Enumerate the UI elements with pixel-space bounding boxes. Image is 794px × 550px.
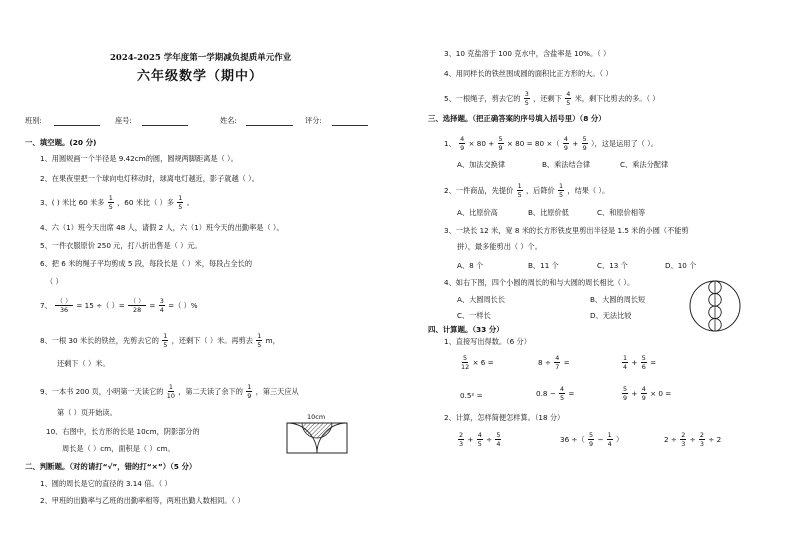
choice-q3-option-a[interactable]: A、8 个 (457, 261, 484, 270)
calc1-d: 0.5² = (460, 391, 483, 400)
choice-q2-option-c[interactable]: C、和原价相等 (597, 208, 646, 217)
calc-part1-title: 1、直接写出得数。（6 分） (444, 337, 531, 346)
calc-part2-title: 2、计算，怎样简便怎样算。（18 分） (444, 413, 565, 422)
info-score-line[interactable] (332, 125, 368, 126)
choice-q2-part3: ，结果（ ）。 (567, 185, 610, 195)
calc2-b-part1: 36 ÷（ (560, 434, 585, 444)
judge-q1: 1、圆的周长是它的直径的 3.14 倍。（ ） (40, 479, 172, 488)
fraction-1-5: $\frac{1}{5}$ (517, 182, 522, 200)
calc1-f (621, 386, 671, 402)
choice-q3-line2: 拼），最多能剪出（ ）个。 (457, 242, 542, 251)
choice-q3: 3、一块长 12 米，宽 8 米的长方形铁皮里剪出半径是 1.5 米的小圆（不能剪 (444, 226, 689, 235)
choice-q2-part2: ，后降价 (525, 185, 555, 195)
fill-q7-eq: = (149, 300, 156, 310)
fraction-4-7: $\frac{4}{7}$ (555, 354, 560, 372)
fill-q2: 2、在果夜里把一个球向电灯移动时，球离电灯越近，影子就越（ ）。 (40, 174, 259, 183)
fill-q7-part4: =（ ）% (168, 300, 198, 310)
calc1-e-part1: 0.8 − (536, 388, 556, 398)
fill-q8-part2: ，还剩下（ ）米。再剪去 (171, 335, 253, 345)
choice-q2 (444, 183, 609, 199)
choice-q2-option-a[interactable]: A、比原价高 (457, 208, 498, 217)
calc2-c-rest: ÷ 2 (708, 434, 722, 444)
page-title: 六年级数学（期中） (137, 69, 264, 84)
calc1-f-plus: + (631, 388, 638, 398)
judge-q2: 2、甲班的出勤率与乙班的出勤率相等，两班出勤人数相同。（ ） (40, 496, 245, 505)
fill-q3-part3: 。 (186, 197, 194, 207)
choice-q1-part3: × 80 = 80 ×（ (506, 138, 560, 148)
fraction-1-5: $\frac{1}{5}$ (108, 194, 113, 212)
fraction-1-4: $\frac{1}{4}$ (623, 354, 628, 372)
info-seat-line[interactable] (142, 125, 188, 126)
calc1-b-eq: = (563, 357, 570, 367)
calc2-b-close: ） (616, 434, 624, 444)
fill-q1: 1、用圆规画一个半径是 9.42cm的圆，圆规两脚距离是（ ）。 (40, 154, 238, 163)
calc2-c (664, 432, 721, 448)
fill-q3 (40, 195, 194, 211)
fill-q3-part1: 3、( ) 米比 60 米多 (40, 197, 105, 207)
fraction-1-5: $\frac{1}{5}$ (559, 182, 564, 200)
info-class-line[interactable] (54, 125, 100, 126)
choice-q1-part4: ），这是运用了（ ）。 (590, 138, 658, 148)
fraction-5-9: $\frac{5}{9}$ (623, 385, 628, 403)
fraction-blank-28: $\frac{( )}{28}$ (129, 297, 145, 315)
fill-q9-line2: 第（ ）页开始读。 (57, 408, 117, 417)
choice-q4: 4、如右下图，四个小圆的周长的和与大圆的周长相比（ ）。 (444, 278, 635, 287)
calc1-c (621, 355, 656, 371)
fill-q9-part1: 9、一本书 200 页，小明第一天读它的 (40, 386, 164, 396)
info-name-line[interactable] (246, 125, 293, 126)
judge-q5-part1: 5、一根绳子，剪去它的 (444, 93, 521, 103)
fill-q4: 4、六（1）班今天出席 48 人，请假 2 人，六（1）班今天的出勤率是（ ）。 (40, 223, 284, 232)
fraction-4-9: $\frac{4}{9}$ (641, 385, 646, 403)
fill-q5: 5、一件衣服原价 250 元，打八折出售是（ ）元。 (40, 241, 202, 250)
choice-q1-option-c[interactable]: C、乘法分配律 (620, 160, 669, 169)
info-score-label: 评分: (305, 116, 322, 125)
fraction-5-4: $\frac{5}{4}$ (496, 431, 501, 449)
choice-q4-option-b[interactable]: B、大圆的周长短 (590, 295, 646, 304)
choice-q3-option-b[interactable]: B、11 个 (528, 261, 559, 270)
fill-q8 (40, 333, 280, 349)
judge-q5-part3: 米，剩下比剪去的多。（ ） (574, 93, 660, 103)
fraction-1-5: $\frac{1}{5}$ (257, 332, 262, 350)
calc1-b (538, 355, 570, 371)
fraction-3-5: $\frac{3}{5}$ (524, 90, 529, 108)
big-circle-four-small-circles-diagram (688, 279, 742, 333)
fraction-5-9: $\frac{5}{9}$ (588, 431, 594, 449)
choice-q3-option-c[interactable]: C、13 个 (597, 261, 628, 270)
section3-title: 三、选择题。（把正确答案的序号填入括号里）（8 分） (428, 114, 606, 123)
fill-q9-part3: ，第三天应从 (255, 386, 299, 396)
fraction-1-9: $\frac{1}{9}$ (247, 383, 252, 401)
fraction-4-9: $\frac{4}{9}$ (563, 135, 568, 153)
fraction-4-9: $\frac{4}{9}$ (460, 135, 465, 153)
rectangle-quarter-circles-diagram (286, 422, 348, 456)
judge-q5 (444, 91, 660, 107)
fraction-1-4: $\frac{1}{4}$ (607, 431, 612, 449)
calc2-a (457, 432, 502, 448)
choice-q2-option-b[interactable]: B、比原价低 (528, 208, 569, 217)
judge-q3: 3、10 克盐溶于 100 克水中，含盐率是 10%。（ ） (444, 49, 611, 58)
judge-q5-part2: ，还剩下 (533, 93, 562, 103)
fraction-4-5: $\frac{4}{5}$ (477, 431, 482, 449)
fraction-4-5: $\frac{4}{5}$ (560, 385, 565, 403)
calc1-b-part1: 8 ÷ (538, 357, 551, 367)
fill-q6-blank: （ ） (46, 277, 63, 286)
fraction-5-9: $\frac{5}{9}$ (582, 135, 587, 153)
choice-q1-label: 1、 (444, 138, 456, 148)
info-name-label: 姓名: (220, 116, 237, 125)
fraction-2-3: $\frac{2}{3}$ (681, 431, 686, 449)
fraction-2-3: $\frac{2}{3}$ (459, 431, 464, 449)
fill-q8-unit: m， (265, 335, 280, 345)
choice-q1-plus: + (572, 138, 579, 148)
fraction-1-10: $\frac{1}{10}$ (166, 383, 175, 401)
fraction-5-9: $\frac{5}{9}$ (498, 135, 503, 153)
info-seat-label: 座号: (115, 116, 132, 125)
fraction-5-6: $\frac{5}{6}$ (641, 354, 646, 372)
calc1-a (460, 355, 494, 371)
choice-q4-option-c[interactable]: C、一样长 (457, 311, 491, 320)
choice-q3-option-d[interactable]: D、10 个 (665, 261, 697, 270)
calc1-f-rest: × 0 = (650, 388, 672, 398)
choice-q4-option-a[interactable]: A、大圆周长长 (457, 295, 506, 304)
fill-q9 (40, 384, 299, 400)
fill-q8-part1: 8、一根 30 米长的铁丝，先剪去它的 (40, 335, 159, 345)
calc1-c-eq: = (650, 357, 657, 367)
fill-q6: 6、把 6 米的绳子平均剪成 5 段，每段长是（ ）米，每段占全长的 (40, 259, 253, 268)
choice-q2-part1: 2、一件商品，先提价 (444, 185, 514, 195)
fraction-4-5: $\frac{4}{5}$ (566, 90, 571, 108)
fraction-3-4: $\frac{3}{4}$ (159, 297, 164, 315)
fill-q10: 10、右图中，长方形的长是 10cm，阴影部分的 (46, 427, 200, 436)
calc2-b (560, 432, 623, 448)
judge-q4: 4、用同样长的铁丝围成圆的面积比正方形的大。（ ） (444, 69, 613, 78)
fill-q7-label: 7、 (40, 300, 52, 310)
fill-q7 (40, 298, 198, 314)
fill-q8-line2: 还剩下（ ）米。 (57, 359, 110, 368)
calc1-c-plus: + (631, 357, 638, 367)
calc2-c-div: ÷ (689, 434, 696, 444)
fraction-5-12: $\frac{5}{12}$ (461, 354, 470, 372)
fill-q7-part2: = 15 ÷（ ）= (76, 300, 125, 310)
term-heading: 2024-2025 学年度第一学期减负提质单元作业 (110, 53, 292, 63)
choice-q1-option-a[interactable]: A、加法交换律 (457, 160, 506, 169)
section2-title: 二、判断题。（对的请打“√”，错的打“×”）（5 分） (25, 462, 197, 471)
fraction-1-5: $\frac{1}{5}$ (163, 332, 168, 350)
choice-q1-part2: × 80 + (468, 138, 495, 148)
choice-q1 (444, 136, 658, 152)
fill-q3-part2: ，60 米比（ ）多 (117, 197, 174, 207)
fill-q10-line2: 周长是（ ）cm，面积是（ ）cm。 (62, 444, 175, 453)
fraction-blank-36: $\frac{( )}{36}$ (56, 297, 72, 315)
calc2-a-plus: + (467, 434, 474, 444)
choice-q1-option-b[interactable]: B、乘法结合律 (542, 160, 591, 169)
choice-q4-option-d[interactable]: D、无法比较 (590, 311, 632, 320)
calc1-e-eq: = (568, 388, 575, 398)
section1-title: 一、填空题。(20 分) (25, 138, 97, 147)
calc1-e (536, 386, 574, 402)
fill-q9-part2: ，第二天读了余下的 (178, 386, 243, 396)
info-class-label: 班别: (25, 116, 42, 125)
fraction-1-5: $\frac{1}{5}$ (178, 194, 183, 212)
calc1-a-expr: × 6 = (472, 357, 494, 367)
calc2-c-part1: 2 ÷ (664, 434, 677, 444)
fraction-2-3: $\frac{2}{3}$ (699, 431, 704, 449)
section4-title: 四、计算题。（33 分） (428, 325, 504, 334)
calc2-a-div: ÷ (486, 434, 493, 444)
diagram-width-label: 10cm (307, 413, 326, 421)
calc2-b-minus: − (597, 434, 604, 444)
